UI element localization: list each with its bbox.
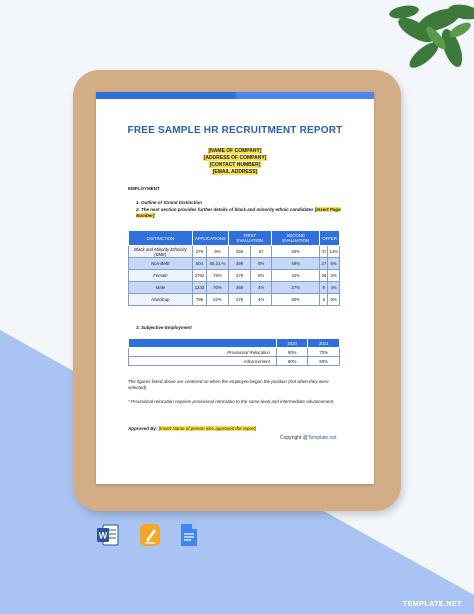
- company-address: [ADDRESS OF COMPANY]: [203, 155, 267, 161]
- document-title: FREE SAMPLE HR RECRUITMENT REPORT: [127, 125, 343, 136]
- approved-label: Approved By:: [128, 426, 158, 431]
- subjective-table: [128, 338, 340, 366]
- employment-heading: EMPLOYMENT: [128, 186, 160, 191]
- table-row: Male 1243 70% 268 4% 27% 9 4%: [129, 282, 340, 294]
- page-header-bar: [96, 92, 374, 99]
- table-header: 2020: [276, 339, 308, 348]
- page-number-placeholder: [Insert Page Number]: [136, 207, 341, 218]
- numbered-list: [136, 200, 346, 220]
- table-row: Provisional Relocation 90% 70%: [129, 348, 340, 357]
- company-contact: [CONTACT NUMBER]: [209, 162, 261, 168]
- copyright-link[interactable]: Template.net: [307, 435, 337, 441]
- table-header: FIRST EVALUATION: [228, 231, 271, 246]
- company-info: [96, 148, 374, 176]
- table-row: Non-BME 504 56.21 % 299 5% 49% 27 6%: [129, 258, 340, 270]
- note-paragraph: The figures listed above are centered on when the employee began the position (not when they were selected).: [128, 379, 329, 390]
- apple-pages-icon[interactable]: [139, 523, 161, 547]
- svg-text:W: W: [98, 530, 108, 541]
- company-email: [EMAIL ADDRESS]: [212, 169, 258, 175]
- table-header: OFFER: [320, 231, 340, 246]
- list-item: 2. The next section provides further details of black and minority ethnic candidates [Insert Page Number]: [136, 207, 341, 218]
- footnote-paragraph: * Provisional relocation requires provisional relocation to the same level and intermediate advancement.: [128, 399, 335, 404]
- company-name: [NAME OF COMPANY]: [208, 148, 262, 154]
- list-item: 1. Outline of Strand Distinction: [136, 200, 203, 205]
- table-header: 2021: [308, 339, 340, 348]
- table-row: Black and Minority Ethnicity (BME) 278 9% 259 57 25% 37 14%: [129, 246, 340, 258]
- microsoft-word-icon[interactable]: [97, 523, 119, 547]
- google-docs-icon[interactable]: [180, 523, 198, 547]
- copyright: Copyright @Template.net: [280, 435, 337, 441]
- table-row: Female 2782 78% 278 8% 34% 28 2%: [129, 270, 340, 282]
- approved-placeholder: [Insert Name of person who approved the report]: [158, 426, 256, 431]
- table-header: SECOND EVALUATION: [271, 231, 319, 246]
- subjective-heading: 3. Subjective Employment: [136, 325, 192, 330]
- distinction-table: [128, 230, 340, 306]
- table-header: APPLICATIONS: [192, 231, 228, 246]
- document-page: [96, 92, 374, 484]
- table-header: DISTINCTION: [129, 231, 193, 246]
- table-header: [129, 339, 277, 348]
- approved-by: [128, 426, 256, 432]
- watermark: TEMPLATE.NET: [402, 601, 462, 608]
- table-row: Handicap 789 62% 278 4% 80% 5 6%: [129, 294, 340, 306]
- table-row: Advancement 60% 60%: [129, 357, 340, 366]
